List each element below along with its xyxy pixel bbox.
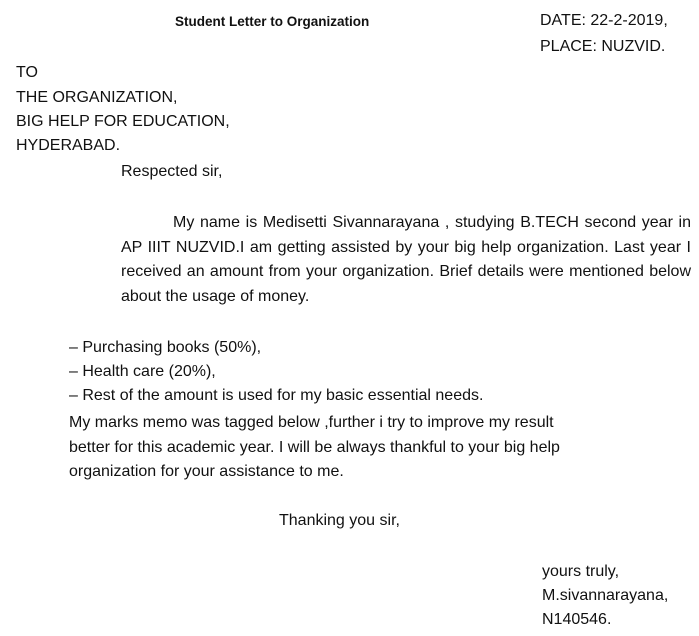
signature-id: N140546.: [542, 611, 612, 628]
paragraph-2-line: My marks memo was tagged below ,further i try to improve my result: [69, 414, 554, 431]
paragraph-2-line: organization for your assistance to me.: [69, 463, 344, 480]
address-to: TO: [16, 64, 38, 81]
letter-place: PLACE: NUZVID.: [540, 38, 666, 55]
letter-date: DATE: 22-2-2019,: [540, 12, 668, 29]
paragraph-2-line: better for this academic year. I will be always thankful to your big help: [69, 438, 560, 456]
address-organization: THE ORGANIZATION,: [16, 89, 178, 106]
signature-closing: yours truly,: [542, 563, 620, 580]
body-paragraph-2: [69, 411, 629, 485]
bullet-item-essentials: – Rest of the amount is used for my basic essential needs.: [69, 387, 484, 404]
salutation: Respected sir,: [121, 163, 223, 180]
bullet-item-health: – Health care (20%),: [69, 363, 216, 380]
letter-title: Student Letter to Organization: [175, 14, 370, 29]
address-org-name: BIG HELP FOR EDUCATION,: [16, 113, 230, 130]
body-paragraph-1: My name is Medisetti Sivannarayana , studying B.TECH second year in AP IIIT NUZVID.I am getting assisted by your big help organization. Last year I received an amount from your organization. Brief details were mentioned below about the usage of money.: [121, 214, 691, 305]
signature-name: M.sivannarayana,: [542, 587, 669, 604]
address-city: HYDERABAD.: [16, 137, 121, 154]
closing-line: Thanking you sir,: [279, 512, 400, 529]
bullet-item-books: – Purchasing books (50%),: [69, 339, 262, 356]
